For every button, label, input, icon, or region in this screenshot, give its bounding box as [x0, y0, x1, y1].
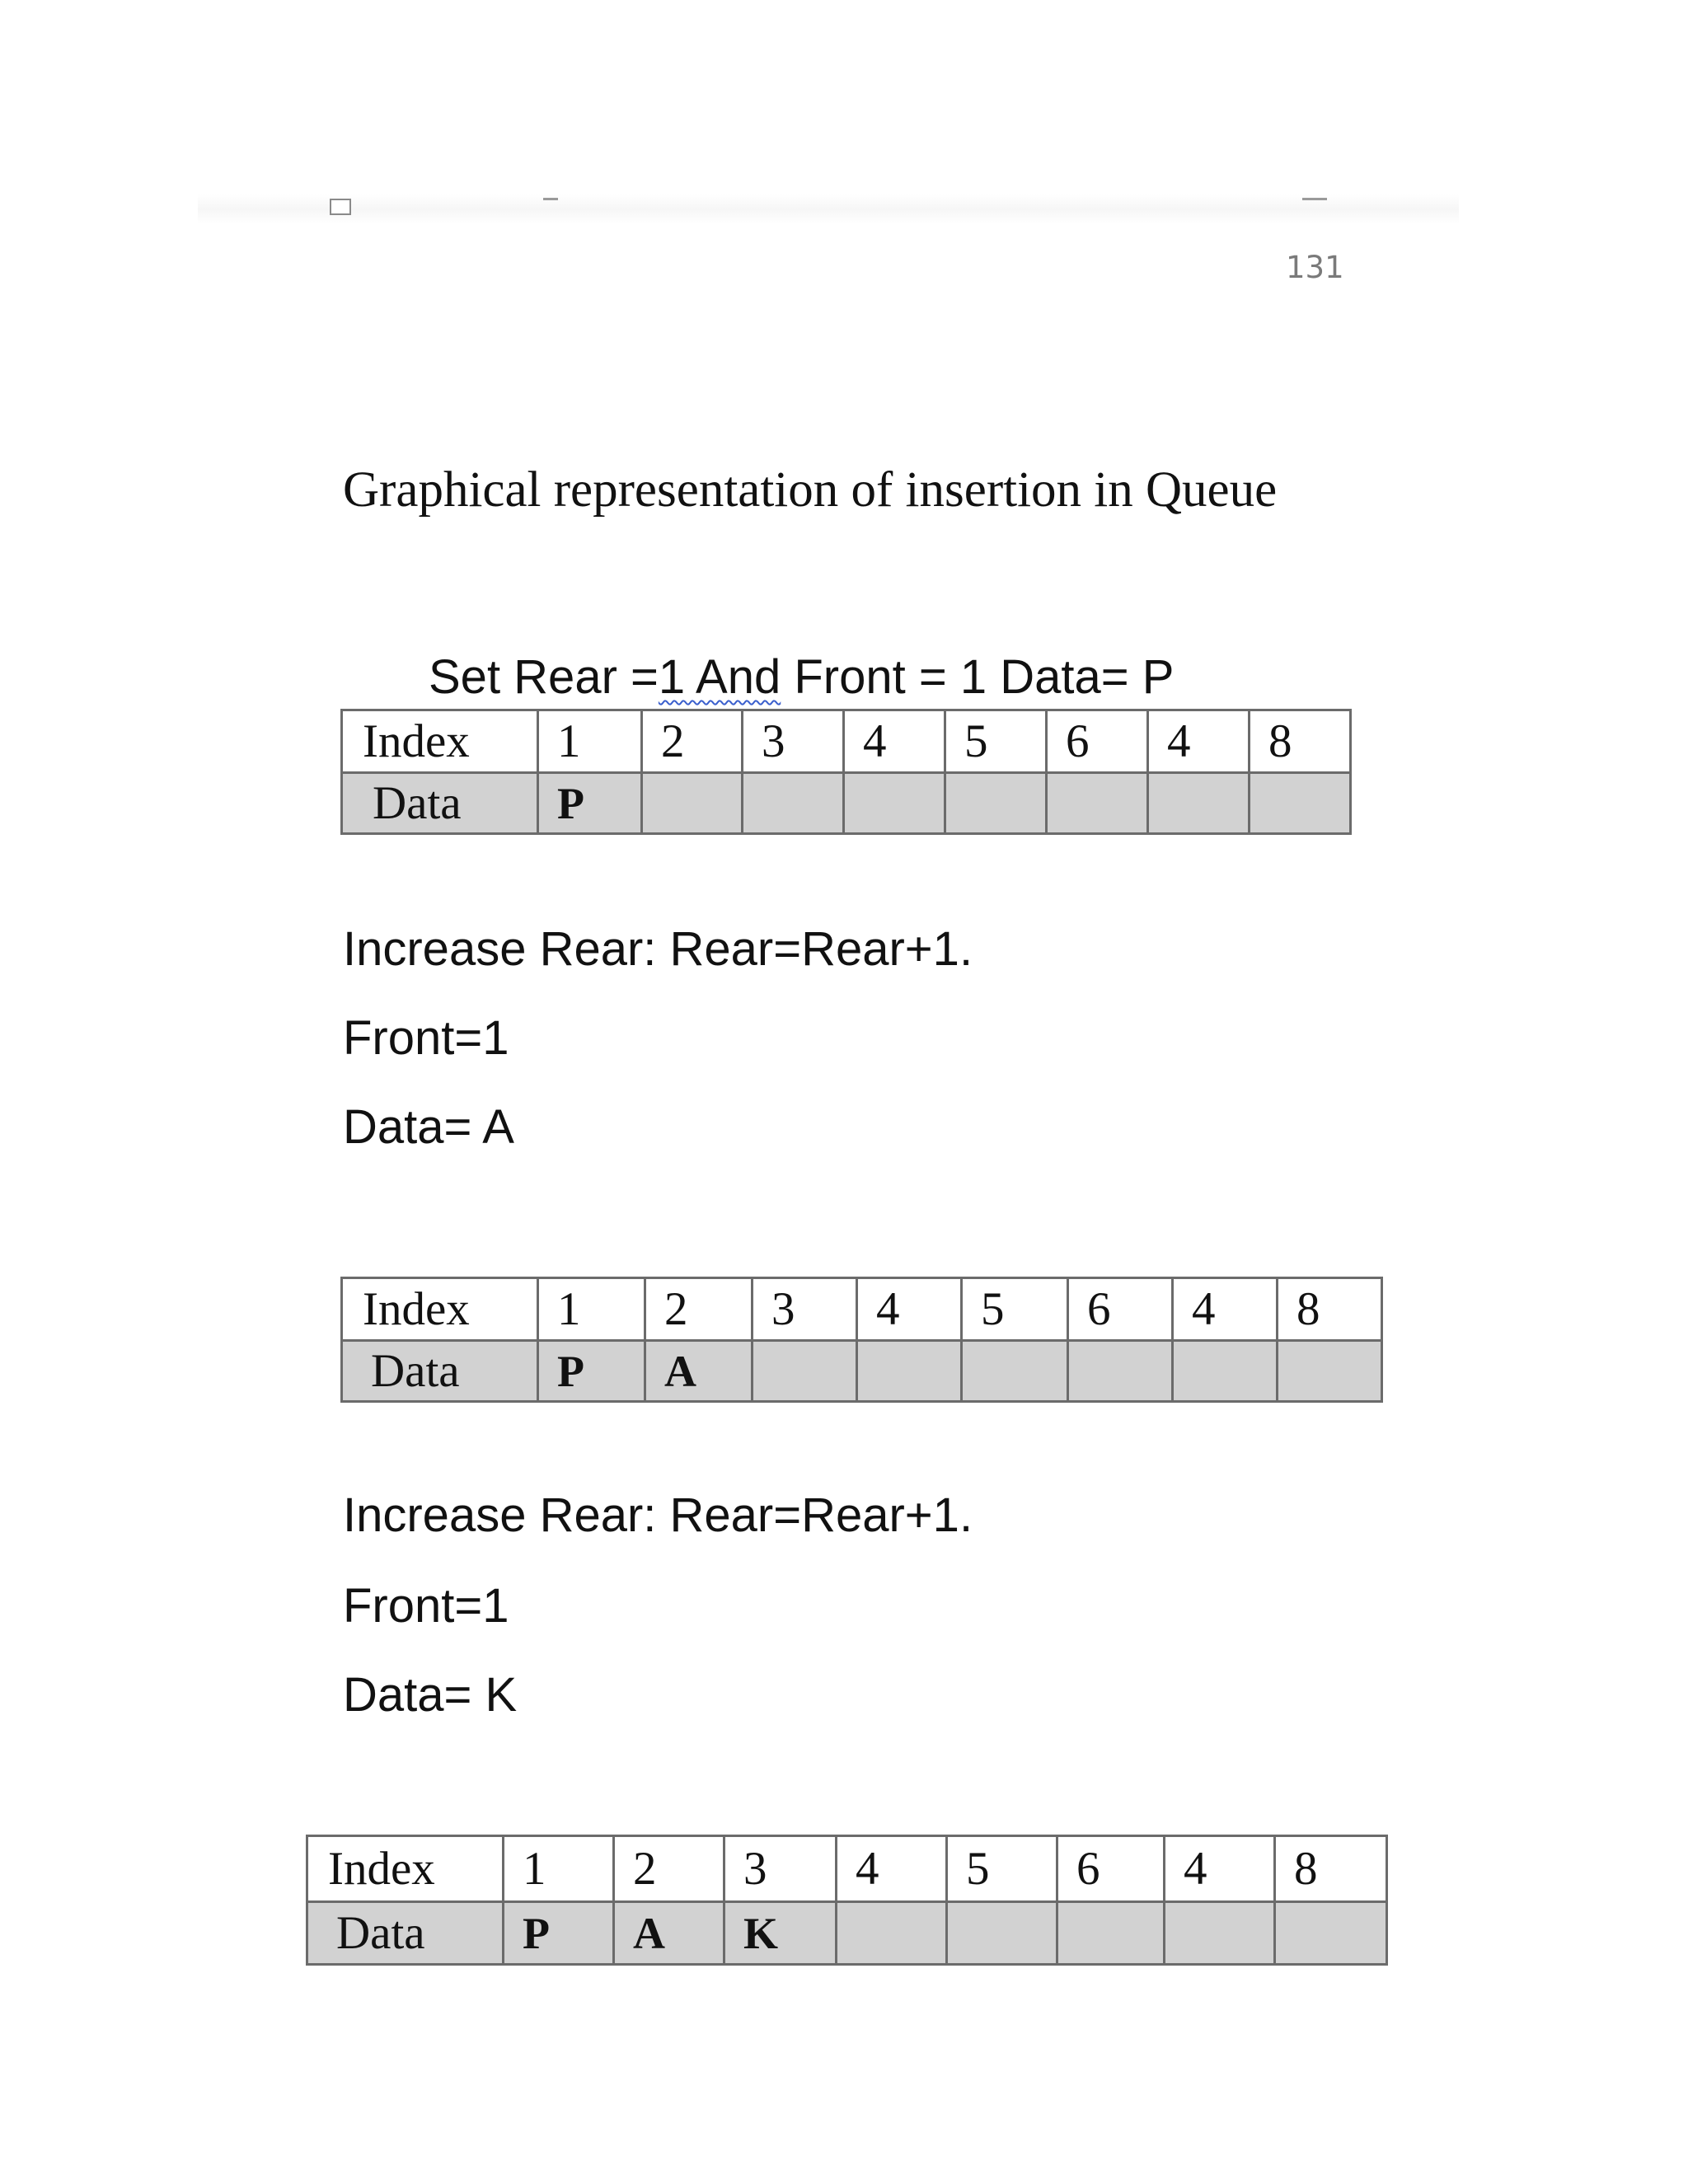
index-row: [342, 710, 1351, 773]
initial-step-caption: [429, 649, 1174, 705]
index-cell: 5: [962, 1278, 1068, 1341]
step-2-line-2: Front=1: [343, 1579, 509, 1633]
index-cell: 3: [743, 710, 844, 773]
index-cell: 5: [947, 1836, 1057, 1902]
index-cell: 6: [1057, 1836, 1165, 1902]
index-row: [307, 1836, 1387, 1902]
checkbox-icon: [330, 199, 351, 215]
data-cell: [1173, 1341, 1278, 1402]
queue-table-1: [340, 709, 1352, 835]
data-cell: [1047, 773, 1148, 834]
data-cell: [962, 1341, 1068, 1402]
index-cell: 5: [945, 710, 1047, 773]
index-label: Index: [307, 1836, 504, 1902]
index-cell: 3: [753, 1278, 857, 1341]
step-2-line-1: Increase Rear: Rear=Rear+1.: [343, 1488, 973, 1542]
data-cell: A: [614, 1902, 724, 1965]
index-cell: 6: [1068, 1278, 1173, 1341]
index-cell: 2: [642, 710, 743, 773]
header-band: [198, 194, 1459, 224]
data-cell: [753, 1341, 857, 1402]
index-cell: 4: [837, 1836, 947, 1902]
caption-part-2: 1 And: [658, 650, 781, 704]
header-dash-right: [1302, 198, 1327, 200]
index-cell: 2: [645, 1278, 753, 1341]
index-cell: 8: [1250, 710, 1351, 773]
index-cell: 4: [1173, 1278, 1278, 1341]
index-label: Index: [342, 710, 538, 773]
step-1-line-1: Increase Rear: Rear=Rear+1.: [343, 922, 973, 976]
caption-part-1: Set Rear =: [429, 650, 659, 704]
data-cell: P: [504, 1902, 614, 1965]
page-heading: Graphical representation of insertion in Queue: [343, 462, 1278, 518]
data-cell: [1275, 1902, 1387, 1965]
data-cell: [1250, 773, 1351, 834]
index-cell: 1: [538, 710, 642, 773]
data-cell: [844, 773, 945, 834]
index-cell: 3: [724, 1836, 837, 1902]
index-cell: 6: [1047, 710, 1148, 773]
data-cell: [1165, 1902, 1275, 1965]
index-cell: 2: [614, 1836, 724, 1902]
index-cell: 4: [844, 710, 945, 773]
data-cell: [743, 773, 844, 834]
queue-table-2: [340, 1277, 1383, 1403]
step-1-line-2: Front=1: [343, 1011, 509, 1065]
data-cell: A: [645, 1341, 753, 1402]
data-row: [342, 773, 1351, 834]
data-row: [307, 1902, 1387, 1965]
index-cell: 4: [857, 1278, 962, 1341]
header-dash-left: [543, 198, 558, 200]
data-cell: P: [538, 1341, 645, 1402]
data-label: Data: [307, 1902, 504, 1965]
caption-part-3: Front = 1 Data= P: [781, 650, 1175, 704]
index-cell: 8: [1278, 1278, 1382, 1341]
data-label: Data: [342, 773, 538, 834]
queue-table-3: [306, 1835, 1388, 1966]
index-cell: 4: [1148, 710, 1250, 773]
data-cell: K: [724, 1902, 837, 1965]
index-row: [342, 1278, 1382, 1341]
data-cell: [1057, 1902, 1165, 1965]
step-1-line-3: Data= A: [343, 1100, 514, 1154]
index-cell: 8: [1275, 1836, 1387, 1902]
data-cell: [947, 1902, 1057, 1965]
data-cell: [1278, 1341, 1382, 1402]
index-cell: 4: [1165, 1836, 1275, 1902]
step-2-line-3: Data= K: [343, 1668, 518, 1722]
data-cell: [1068, 1341, 1173, 1402]
data-cell: [857, 1341, 962, 1402]
data-cell: [1148, 773, 1250, 834]
data-cell: [642, 773, 743, 834]
data-label: Data: [342, 1341, 538, 1402]
page-number: 131: [1286, 250, 1344, 285]
data-row: [342, 1341, 1382, 1402]
index-label: Index: [342, 1278, 538, 1341]
data-cell: [837, 1902, 947, 1965]
index-cell: 1: [504, 1836, 614, 1902]
index-cell: 1: [538, 1278, 645, 1341]
data-cell: [945, 773, 1047, 834]
data-cell: P: [538, 773, 642, 834]
